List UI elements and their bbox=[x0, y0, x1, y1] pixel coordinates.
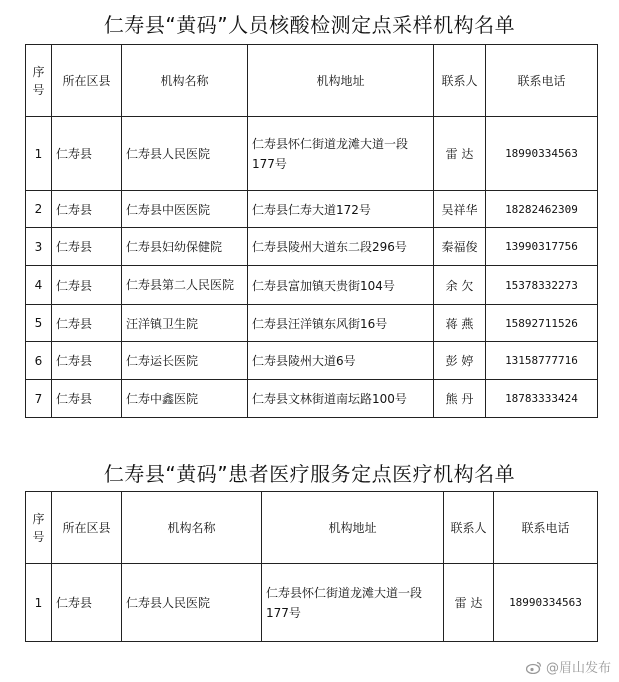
header-contact: 联系人 bbox=[444, 492, 494, 564]
header-index: 序号 bbox=[26, 45, 52, 117]
row-phone: 13990317756 bbox=[486, 228, 598, 266]
table-row bbox=[26, 380, 598, 418]
header-address: 机构地址 bbox=[262, 492, 444, 564]
table-row bbox=[26, 191, 598, 228]
row-phone: 18990334563 bbox=[494, 564, 598, 642]
row-contact: 余 欠 bbox=[434, 266, 486, 305]
row-index: 1 bbox=[26, 564, 52, 642]
row-district: 仁寿县 bbox=[52, 342, 122, 380]
row-phone: 15378332273 bbox=[486, 266, 598, 305]
row-district: 仁寿县 bbox=[52, 380, 122, 418]
row-contact: 吴祥华 bbox=[434, 191, 486, 228]
row-index: 1 bbox=[26, 117, 52, 191]
table-row bbox=[26, 117, 598, 191]
header-institution: 机构名称 bbox=[122, 492, 262, 564]
row-address: 仁寿县文林街道南坛路100号 bbox=[248, 380, 434, 418]
weibo-icon bbox=[526, 661, 542, 673]
row-index: 3 bbox=[26, 228, 52, 266]
row-district: 仁寿县 bbox=[52, 117, 122, 191]
header-contact: 联系人 bbox=[434, 45, 486, 117]
row-index: 4 bbox=[26, 266, 52, 305]
row-address: 仁寿县仁寿大道172号 bbox=[248, 191, 434, 228]
row-phone: 13158777716 bbox=[486, 342, 598, 380]
row-phone: 18783333424 bbox=[486, 380, 598, 418]
table-header-row bbox=[26, 492, 598, 564]
header-district: 所在区县 bbox=[52, 492, 122, 564]
row-contact: 雷 达 bbox=[444, 564, 494, 642]
row-institution: 仁寿县中医医院 bbox=[122, 191, 248, 228]
row-contact: 雷 达 bbox=[434, 117, 486, 191]
row-district: 仁寿县 bbox=[52, 564, 122, 642]
treatment-sites-table bbox=[25, 491, 598, 642]
table-header-row bbox=[26, 45, 598, 117]
row-phone: 18990334563 bbox=[486, 117, 598, 191]
watermark-text: @眉山发布 bbox=[545, 661, 611, 676]
row-institution: 仁寿县人民医院 bbox=[122, 564, 262, 642]
row-address: 仁寿县怀仁街道龙滩大道一段177号 bbox=[262, 564, 444, 642]
row-district: 仁寿县 bbox=[52, 191, 122, 228]
watermark bbox=[526, 657, 611, 676]
header-phone: 联系电话 bbox=[494, 492, 598, 564]
row-index: 7 bbox=[26, 380, 52, 418]
row-contact: 彭 婷 bbox=[434, 342, 486, 380]
row-institution: 仁寿县第二人民医院 bbox=[122, 266, 248, 305]
header-district: 所在区县 bbox=[52, 45, 122, 117]
row-address: 仁寿县汪洋镇东风街16号 bbox=[248, 305, 434, 342]
row-phone: 15892711526 bbox=[486, 305, 598, 342]
table-row bbox=[26, 342, 598, 380]
table-row bbox=[26, 305, 598, 342]
page-title-testing-sites: 仁寿县“黄码”人员核酸检测定点采样机构名单 bbox=[103, 13, 516, 37]
header-address: 机构地址 bbox=[248, 45, 434, 117]
header-institution: 机构名称 bbox=[122, 45, 248, 117]
row-district: 仁寿县 bbox=[52, 305, 122, 342]
row-district: 仁寿县 bbox=[52, 266, 122, 305]
row-contact: 熊 丹 bbox=[434, 380, 486, 418]
row-institution: 仁寿运长医院 bbox=[122, 342, 248, 380]
row-phone: 18282462309 bbox=[486, 191, 598, 228]
row-address: 仁寿县陵州大道东二段296号 bbox=[248, 228, 434, 266]
row-index: 6 bbox=[26, 342, 52, 380]
header-index: 序号 bbox=[26, 492, 52, 564]
table-row bbox=[26, 564, 598, 642]
row-contact: 秦福俊 bbox=[434, 228, 486, 266]
testing-sites-table bbox=[25, 44, 598, 418]
row-address: 仁寿县陵州大道6号 bbox=[248, 342, 434, 380]
page-title-treatment-sites: 仁寿县“黄码”患者医疗服务定点医疗机构名单 bbox=[103, 462, 516, 486]
table-row bbox=[26, 228, 598, 266]
table-row bbox=[26, 266, 598, 305]
row-institution: 仁寿中鑫医院 bbox=[122, 380, 248, 418]
row-district: 仁寿县 bbox=[52, 228, 122, 266]
row-address: 仁寿县怀仁街道龙滩大道一段177号 bbox=[248, 117, 434, 191]
row-institution: 仁寿县妇幼保健院 bbox=[122, 228, 248, 266]
row-index: 2 bbox=[26, 191, 52, 228]
row-address: 仁寿县富加镇天贵街104号 bbox=[248, 266, 434, 305]
row-institution: 仁寿县人民医院 bbox=[122, 117, 248, 191]
row-institution: 汪洋镇卫生院 bbox=[122, 305, 248, 342]
header-phone: 联系电话 bbox=[486, 45, 598, 117]
row-index: 5 bbox=[26, 305, 52, 342]
row-contact: 蒋 燕 bbox=[434, 305, 486, 342]
